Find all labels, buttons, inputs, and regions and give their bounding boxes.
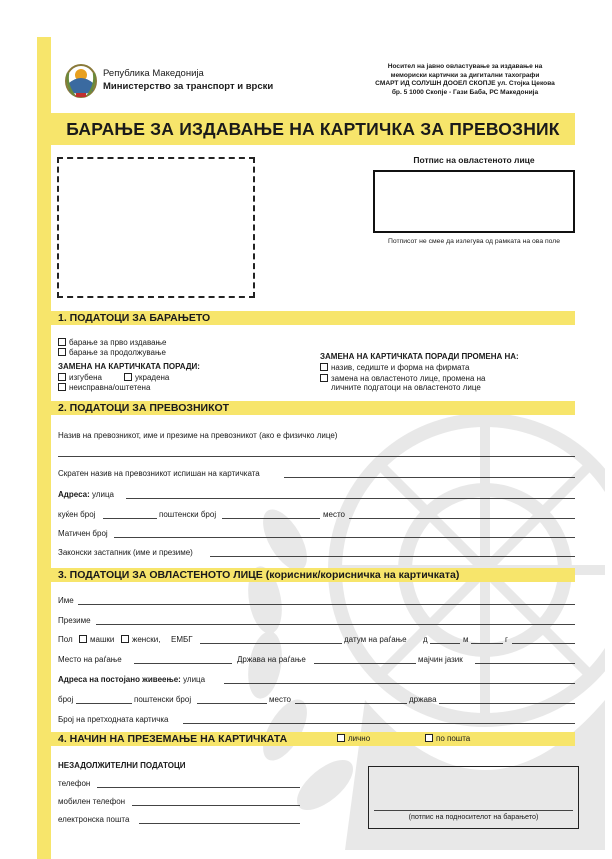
postal-code-label: поштенски број (159, 510, 217, 519)
checkbox[interactable] (124, 373, 132, 381)
embg-field[interactable] (200, 643, 342, 644)
checkbox[interactable] (337, 734, 345, 742)
male-option[interactable] (79, 635, 114, 645)
pickup-by-mail-option[interactable] (425, 734, 470, 744)
last-name-field[interactable] (96, 624, 575, 625)
section4-title: 4. НАЧИН НА ПРЕЗЕМАЊЕ НА КАРТИЧКАТА (58, 733, 288, 745)
issuer-line: мемориски картички за дигитални тахографи (390, 71, 540, 79)
carrier-name-field[interactable] (58, 456, 575, 457)
checkbox[interactable] (121, 635, 129, 643)
res-country-field[interactable] (439, 703, 575, 704)
first-issue-option[interactable] (58, 338, 167, 348)
option-label: назив, седиште и форма на фирмата (331, 363, 470, 372)
dob-month-label: м (463, 635, 469, 644)
option-label: барање за продолжување (69, 348, 166, 357)
registration-label: Матичен број (58, 529, 108, 538)
dob-month-field[interactable] (471, 643, 503, 644)
option-label: по пошта (436, 734, 471, 743)
embg-label: ЕМБГ (171, 635, 193, 644)
person-change-option-cont: личните подгатоци на овластеното лице (331, 383, 481, 392)
ministry-title: Министерство за транспорт и врски (103, 81, 274, 92)
form-title: БАРАЊЕ ЗА ИЗДАВАЊЕ НА КАРТИЧКА ЗА ПРЕВОЗНИК (66, 119, 560, 139)
dob-day-label: д (423, 635, 428, 644)
checkbox[interactable] (58, 338, 66, 346)
res-number-label: број (58, 695, 74, 704)
phone-field[interactable] (97, 787, 300, 788)
birth-place-label: Место на раѓање (58, 655, 122, 664)
previous-card-field[interactable] (183, 723, 575, 724)
res-postal-field[interactable] (197, 703, 267, 704)
dob-year-field[interactable] (512, 643, 575, 644)
res-postal-label: поштенски број (134, 695, 192, 704)
option-label: неисправна/оштетена (69, 383, 151, 392)
section3-title: 3. ПОДАТОЦИ ЗА ОВЛАСТЕНОТО ЛИЦЕ (корисник/корисничка на картичката) (58, 569, 460, 581)
language-label: мајчин јазик (418, 655, 463, 664)
dob-year-label: г (505, 635, 508, 644)
postal-code-field[interactable] (222, 518, 320, 519)
issuer-info (352, 63, 578, 97)
checkbox[interactable] (79, 635, 87, 643)
applicant-signature-note: (потпис на подносителот на барањето) (408, 812, 539, 821)
replace-title: ЗАМЕНА НА КАРТИЧКАТА ПОРАДИ: (58, 362, 200, 371)
option-label: украдена (135, 373, 170, 382)
email-field[interactable] (139, 823, 300, 824)
residence-street-field[interactable] (224, 683, 575, 684)
signature-note: Потписот не смее да излегува од рамката на ова поле (387, 238, 561, 245)
checkbox[interactable] (58, 348, 66, 356)
res-country-label: држава (409, 695, 437, 704)
first-name-label: Име (58, 596, 74, 605)
residence-row (58, 675, 205, 685)
res-place-label: место (269, 695, 291, 704)
signature-label: Потпис на овластеното лице (413, 155, 535, 165)
pickup-in-person-option[interactable] (337, 734, 370, 744)
checkbox[interactable] (58, 373, 66, 381)
signature-box[interactable] (373, 170, 575, 233)
ministry-name (103, 67, 273, 93)
female-option[interactable] (121, 635, 160, 645)
checkbox[interactable] (320, 363, 328, 371)
street-label: улица (183, 675, 206, 684)
language-field[interactable] (475, 663, 575, 664)
short-name-label: Скратен назив на превозникот испишан на картичката (58, 469, 260, 478)
issuer-line: бр. 5 1000 Скопје - Гази Баба, РС Македонија (391, 88, 539, 96)
place-field[interactable] (349, 518, 575, 519)
res-place-field[interactable] (295, 703, 407, 704)
residence-label: Адреса на постојано живеење: (58, 675, 181, 684)
street-label: улица (91, 490, 114, 499)
mobile-field[interactable] (132, 805, 300, 806)
birth-place-field[interactable] (134, 663, 232, 664)
change-title: ЗАМЕНА НА КАРТИЧКАТА ПОРАДИ ПРОМЕНА НА: (320, 352, 519, 361)
birth-country-label: Држава на раѓање (237, 655, 306, 664)
issuer-line: СМАРТ ИД СОЛУШН ДООЕЛ СКОПЈЕ ул. Стојка Цекова (375, 80, 555, 88)
section2-title: 2. ПОДАТОЦИ ЗА ПРЕВОЗНИКОТ (58, 402, 230, 414)
representative-label: Законски застапник (име и презиме) (58, 548, 193, 557)
stolen-option[interactable] (124, 373, 169, 383)
carrier-name-label: Назив на превозникот, име и презиме на превозникот (ако е физичко лице) (58, 431, 338, 440)
optional-title: НЕЗАДОЛЖИТЕЛНИ ПОДАТОЦИ (58, 761, 186, 770)
sex-label: Пол (58, 635, 73, 644)
checkbox[interactable] (425, 734, 433, 742)
option-label: замена на овластеното лице, промена на (331, 374, 486, 383)
short-name-field[interactable] (284, 477, 575, 478)
registration-field[interactable] (114, 537, 575, 538)
issuer-line: Носител на јавно овластување за издавање на (387, 63, 543, 70)
renewal-option[interactable] (58, 348, 166, 358)
option-label: изгубена (69, 373, 102, 382)
birth-country-field[interactable] (314, 663, 416, 664)
option-label: лично (348, 734, 371, 743)
first-name-field[interactable] (78, 604, 575, 605)
left-accent-bar (37, 37, 51, 859)
country-name: Република Македонија (103, 68, 204, 79)
dob-label: датум на раѓање (344, 635, 407, 644)
coat-of-arms-logo (64, 63, 98, 99)
address-row (58, 490, 114, 500)
house-number-field[interactable] (103, 518, 157, 519)
email-label: електронска пошта (58, 815, 130, 824)
phone-label: телефон (58, 779, 91, 788)
applicant-signature-line (374, 810, 573, 811)
damaged-option[interactable] (58, 383, 150, 393)
street-field[interactable] (126, 498, 575, 499)
photo-placeholder[interactable] (57, 157, 255, 298)
dob-day-field[interactable] (430, 643, 460, 644)
previous-card-label: Број на претходната картичка (58, 715, 169, 724)
place-label: место (323, 510, 345, 519)
option-label: барање за прво издавање (69, 338, 167, 347)
house-number-label: куќен број (58, 510, 96, 519)
last-name-label: Презиме (58, 616, 91, 625)
section1-title: 1. ПОДАТОЦИ ЗА БАРАЊЕТО (58, 312, 211, 324)
address-label: Адреса: (58, 490, 90, 499)
checkbox[interactable] (58, 383, 66, 391)
company-change-option[interactable] (320, 363, 469, 373)
representative-field[interactable] (210, 556, 575, 557)
checkbox[interactable] (320, 374, 328, 382)
lost-option[interactable] (58, 373, 102, 383)
option-label: женски, (132, 635, 161, 644)
res-number-field[interactable] (76, 703, 132, 704)
option-label: машки (90, 635, 115, 644)
mobile-label: мобилен телефон (58, 797, 126, 806)
